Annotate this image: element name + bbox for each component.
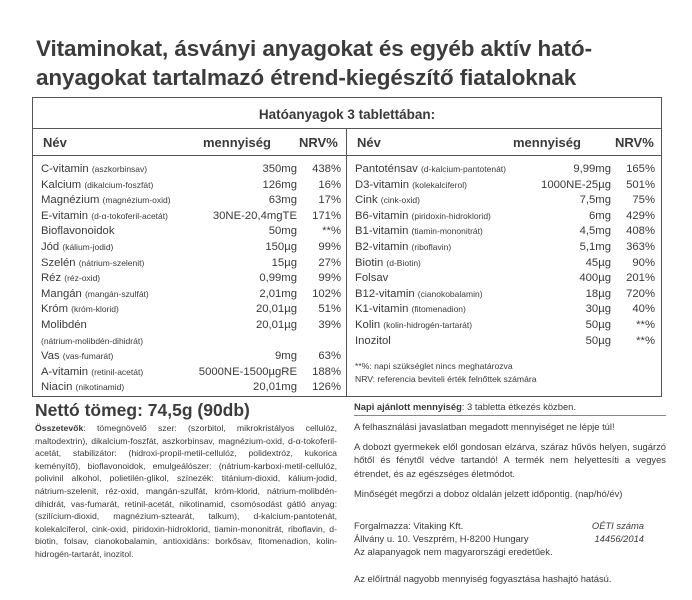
distributor-line-1 xyxy=(354,519,666,532)
table-row xyxy=(41,161,341,178)
nutrient-name xyxy=(41,364,143,381)
expiry-note: Minőségét megőrzi a doboz oldalán jelzett időpontig. (nap/hó/év) xyxy=(354,488,623,499)
table-row xyxy=(41,348,341,365)
nutrient-nrv: 99% xyxy=(318,241,341,253)
nutrient-label: A-vitamin xyxy=(41,365,89,378)
nutrient-name xyxy=(41,379,124,396)
nutrient-nrv: 363% xyxy=(626,241,655,253)
table-row xyxy=(355,270,655,287)
warning-dose: A felhasználási javaslatban megadott mennyiséget ne lépje túl! xyxy=(354,421,615,432)
nutrient-name xyxy=(355,286,483,303)
nutrient-name xyxy=(355,161,506,178)
nutrient-compound: (d-kalcium-pantotenát) xyxy=(420,164,506,174)
nutrient-compound: (retinil-acetát) xyxy=(91,366,144,377)
nutrient-compound: (riboflavin) xyxy=(411,242,452,252)
nutrient-nrv: 429% xyxy=(626,209,655,222)
distributor-line-2 xyxy=(354,532,666,545)
nutrient-amount: 6mg xyxy=(589,209,611,222)
table-row xyxy=(355,208,655,225)
distributor-address: Állvány u. 10. Veszprém, H-8200 Hungary xyxy=(354,533,529,544)
nutrient-nrv: 27% xyxy=(318,256,341,269)
nutrient-name xyxy=(41,317,87,334)
nutrient-name xyxy=(355,333,391,350)
table-row xyxy=(41,301,341,318)
nutrient-name xyxy=(41,192,171,209)
ingredients-table xyxy=(32,97,662,397)
nutrient-label: Kolin xyxy=(355,319,381,331)
nutrient-amount: 2,01mg xyxy=(259,287,297,300)
note-nrv-definition: NRV: referencia beviteli érték felnőttek számára xyxy=(355,374,537,384)
nutrient-nrv: 720% xyxy=(626,287,655,300)
nutrient-name xyxy=(41,208,168,225)
nutrient-compound: (d-α-tokoferil-acetát) xyxy=(91,210,168,221)
nutrient-amount: 7,5mg xyxy=(579,194,611,207)
nutrient-nrv: **% xyxy=(636,319,655,331)
nutrient-name xyxy=(355,208,491,225)
nutrient-amount: 20,01µg xyxy=(255,303,297,316)
separator xyxy=(354,415,666,416)
table-header: Hatóanyagok 3 tablettában: xyxy=(33,98,661,129)
nutrient-nrv: 17% xyxy=(318,194,341,207)
col-amount-right: mennyiség xyxy=(513,135,581,150)
nutrient-amount: 4,5mg xyxy=(579,225,611,238)
nutrient-label: Biotin xyxy=(355,256,384,269)
distributor-name: Forgalmazza: Vitaking Kft. xyxy=(354,520,464,531)
col-name-right: Név xyxy=(357,135,381,150)
nutrient-amount: 20,01µg xyxy=(255,319,297,331)
origin-note: Az alapanyagok nem magyarországi eredetűek. xyxy=(354,546,553,557)
nutrient-label: Pantoténsav xyxy=(355,163,418,175)
nutrient-label: Mangán xyxy=(41,287,82,300)
ingredients-text: : tömegnövelő szer: (szorbitol, mikrokristályos cellulóz, maltodextrin), dikalcium-foszfát, aszkorbinsav, magnézium-oxid, d-α-tokoferil-acetát, stabilizátor: (hidroxi-propil-metil-cellulóz, polidextróz, kukorica keményítő), bioflavonoidok, emulgeálószer: (nátrium-karboxi-metil-cellulóz, polivinil alkohol, polietilén-glikol, színezék: titánium-dioxid, kálium-jodid, nátrium-szelenit, réz-oxid, mangán-szulfát, króm-klorid, nátrium-molibdén-dihidrát, vas-fumarát, retinil-acetát, nikotinamid, csomósodást gátló anyag: (szilícium-dioxid, magnézium-sztearát, talkum), d-kalcium-pantotenát, kolekalciferol, cink-oxid, piridoxin-hidroklorid, tiamin-mononitrát, riboflavin, d-biotin, folsav, cianokobalamin, antioxidáns: borkősav, fitomenadion, kolin-hidrogén-tartarát, inozitol. xyxy=(35,423,337,559)
table-row xyxy=(355,161,655,178)
nutrient-nrv: 501% xyxy=(626,178,655,191)
daily-dose xyxy=(354,400,666,413)
table-row xyxy=(41,333,341,350)
nutrient-amount: 350mg xyxy=(262,163,297,175)
nutrient-amount: 50µg xyxy=(585,334,611,347)
nutrient-label: B6-vitamin xyxy=(355,209,409,222)
nutrient-amount: 30NE-20,4mgTE xyxy=(212,209,297,222)
nutrient-label: Jód xyxy=(41,241,60,253)
nutrient-compound: (magnézium-oxid) xyxy=(102,195,171,206)
nutrient-compound: (nikotinamid) xyxy=(75,382,125,393)
nutrient-compound: (króm-klorid) xyxy=(71,304,119,315)
product-title: Vitaminokat, ásványi anyagokat és egyéb aktív ható-anyagokat tartalmazó étrend-kiegészítő fiataloknak xyxy=(36,36,592,90)
nutrient-compound: (d-Biotin) xyxy=(386,257,421,268)
table-row xyxy=(355,255,655,272)
nutrient-label: Magnézium xyxy=(41,194,100,207)
nutrient-amount: 9,99mg xyxy=(573,163,611,175)
nutrient-name xyxy=(41,333,143,350)
warning-storage: A dobozt gyermekek elől gondosan elzárva, száraz hűvös helyen, sugárzó hőtől és fénytől védve tartandó! A termék nem helyettesíti a vegyes étrendet, és az egészséges életmódot. xyxy=(354,441,666,479)
nutrient-name xyxy=(41,161,147,178)
nutrient-amount: 18µg xyxy=(585,287,611,300)
nutrient-label: Réz xyxy=(41,272,62,285)
table-row xyxy=(355,333,655,350)
nutrient-label: E-vitamin xyxy=(41,209,89,222)
nutrient-name xyxy=(41,255,144,272)
nutrient-nrv: 63% xyxy=(318,350,341,363)
nutrient-name xyxy=(355,317,472,334)
table-row xyxy=(355,301,655,318)
nutrient-compound: (aszkorbinsav) xyxy=(91,164,148,174)
nutrient-label: Cink xyxy=(355,194,378,207)
nutrient-amount: 126mg xyxy=(262,178,297,191)
nutrient-compound: (nátrium-szelenit) xyxy=(78,257,145,268)
nutrient-name xyxy=(41,239,113,256)
table-row xyxy=(41,364,341,381)
table-row xyxy=(355,192,655,209)
table-row xyxy=(41,208,341,225)
col-amount-left: mennyiség xyxy=(203,135,271,150)
nutrient-nrv: 102% xyxy=(312,287,341,300)
ingredients-label: Összetevők xyxy=(35,423,84,433)
nutrient-label: C-vitamin xyxy=(41,163,89,175)
dose-text: : 3 tabletta étkezés közben. xyxy=(461,401,576,412)
nutrient-label: Szelén xyxy=(41,256,76,269)
nutrient-name xyxy=(355,255,421,272)
table-row xyxy=(41,270,341,287)
nutrient-compound: (fitomenadion) xyxy=(411,304,466,315)
note-nrv-undefined: **%: napi szükséglet nincs meghatározva xyxy=(355,361,513,371)
nutrient-compound: (dikalcium-foszfát) xyxy=(84,179,154,190)
nutrient-nrv: 165% xyxy=(626,163,655,175)
nutrient-amount: 400µg xyxy=(579,272,611,285)
col-name-left: Név xyxy=(43,135,67,150)
ingredients-list xyxy=(35,422,337,561)
nutrient-label: Bioflavonoidok xyxy=(41,225,115,238)
nutrient-compound: (kálium-jodid) xyxy=(62,242,114,252)
table-row xyxy=(355,177,655,194)
nutrient-label: Folsav xyxy=(355,272,389,285)
left-column-header xyxy=(33,129,346,156)
nutrient-amount: 1000NE-25µg xyxy=(541,178,611,191)
nutrient-label: Króm xyxy=(41,303,68,316)
nutrient-compound: (kolin-hidrogén-tartarát) xyxy=(383,320,473,330)
nutrient-label: Inozitol xyxy=(355,334,391,347)
table-row xyxy=(41,239,341,256)
nutrient-nrv: **% xyxy=(636,334,655,347)
nutrient-amount: 50mg xyxy=(268,225,297,238)
col-nrv-left: NRV% xyxy=(299,135,338,150)
nutrient-amount: 63mg xyxy=(268,194,297,207)
laxative-note: Az előírtnál nagyobb mennyiség fogyasztása hashajtó hatású. xyxy=(354,573,612,584)
nutrient-nrv: 75% xyxy=(632,194,655,207)
nutrient-amount: 0,99mg xyxy=(259,272,297,285)
nutrient-compound: (cianokobalamin) xyxy=(417,288,483,299)
col-nrv-right: NRV% xyxy=(615,135,654,150)
nutrient-nrv: 201% xyxy=(626,272,655,285)
nutrient-amount: 50µg xyxy=(585,319,611,331)
nutrient-amount: 45µg xyxy=(585,256,611,269)
nutrient-compound: (piridoxin-hidroklorid) xyxy=(411,210,491,221)
dose-label: Napi ajánlott mennyiség xyxy=(354,401,462,412)
nutrient-name xyxy=(355,270,388,287)
table-row xyxy=(355,239,655,256)
table-row xyxy=(355,286,655,303)
nutrient-nrv: 40% xyxy=(632,303,655,316)
nutrient-compound: (cink-oxid) xyxy=(380,195,420,206)
nutrient-name xyxy=(41,348,113,365)
nutrient-label: Molibdén xyxy=(41,319,87,331)
nutrient-label: D3-vitamin xyxy=(355,178,409,191)
nutrient-amount: 30µg xyxy=(585,303,611,316)
nutrient-label: Kalcium xyxy=(41,178,82,191)
nutrient-nrv: 39% xyxy=(318,319,341,331)
nutrient-name xyxy=(41,301,119,318)
nutrient-compound: (vas-fumarát) xyxy=(62,351,114,362)
nutrient-amount: 150µg xyxy=(265,241,297,253)
nutrient-name xyxy=(355,177,467,194)
table-row xyxy=(41,379,341,396)
table-row xyxy=(41,192,341,209)
nutrient-amount: 5000NE-1500µgRE xyxy=(198,365,297,378)
nutrient-amount: 5,1mg xyxy=(579,241,611,253)
nutrient-name xyxy=(355,223,483,240)
oeti-label: OÉTI száma xyxy=(591,520,644,531)
nutrient-nrv: 90% xyxy=(632,256,655,269)
nutrient-amount: 20,01mg xyxy=(253,381,297,394)
nutrient-label: K1-vitamin xyxy=(355,303,409,316)
nutrient-amount: 9mg xyxy=(275,350,297,363)
nutrient-nrv: 16% xyxy=(318,178,341,191)
nutrient-nrv: 408% xyxy=(626,225,655,238)
nutrient-name xyxy=(41,177,153,194)
oeti-number: 14456/2014 xyxy=(594,533,644,544)
nutrient-label: B1-vitamin xyxy=(355,225,409,238)
nutrient-compound: (réz-oxid) xyxy=(64,273,101,284)
nutrient-name xyxy=(41,286,149,303)
table-row xyxy=(41,317,341,334)
nutrient-nrv: 51% xyxy=(318,303,341,316)
nutrient-compound: (nátrium-molibdén-dihidrát) xyxy=(41,335,144,346)
nutrient-name xyxy=(355,301,466,318)
nutrient-nrv: **% xyxy=(322,225,341,238)
column-divider xyxy=(346,129,347,396)
nutrient-compound: (mangán-szulfát) xyxy=(84,288,149,299)
nutrient-label: Niacin xyxy=(41,381,73,394)
table-row xyxy=(41,223,341,240)
nutrient-nrv: 171% xyxy=(312,209,341,222)
nutrient-compound: (tiamin-mononitrát) xyxy=(411,226,483,237)
table-row xyxy=(355,317,655,334)
nutrient-name xyxy=(355,192,420,209)
net-weight: Nettó tömeg: 74,5g (90db) xyxy=(35,400,250,420)
nutrient-nrv: 188% xyxy=(312,365,341,378)
nutrient-label: B12-vitamin xyxy=(355,287,415,300)
table-row xyxy=(41,255,341,272)
right-column-header xyxy=(347,129,661,156)
nutrient-name xyxy=(355,239,451,256)
table-row xyxy=(41,286,341,303)
nutrient-name xyxy=(41,223,114,240)
table-row xyxy=(355,223,655,240)
nutrient-compound: (kolekalciferol) xyxy=(412,179,467,190)
table-row xyxy=(41,177,341,194)
nutrient-nrv: 126% xyxy=(312,381,341,394)
nutrient-amount: 15µg xyxy=(271,256,297,269)
nutrient-nrv: 438% xyxy=(312,163,341,175)
nutrient-name xyxy=(41,270,100,287)
nutrient-label: Vas xyxy=(41,350,60,363)
nutrient-label: B2-vitamin xyxy=(355,241,409,253)
nutrient-nrv: 99% xyxy=(318,272,341,285)
